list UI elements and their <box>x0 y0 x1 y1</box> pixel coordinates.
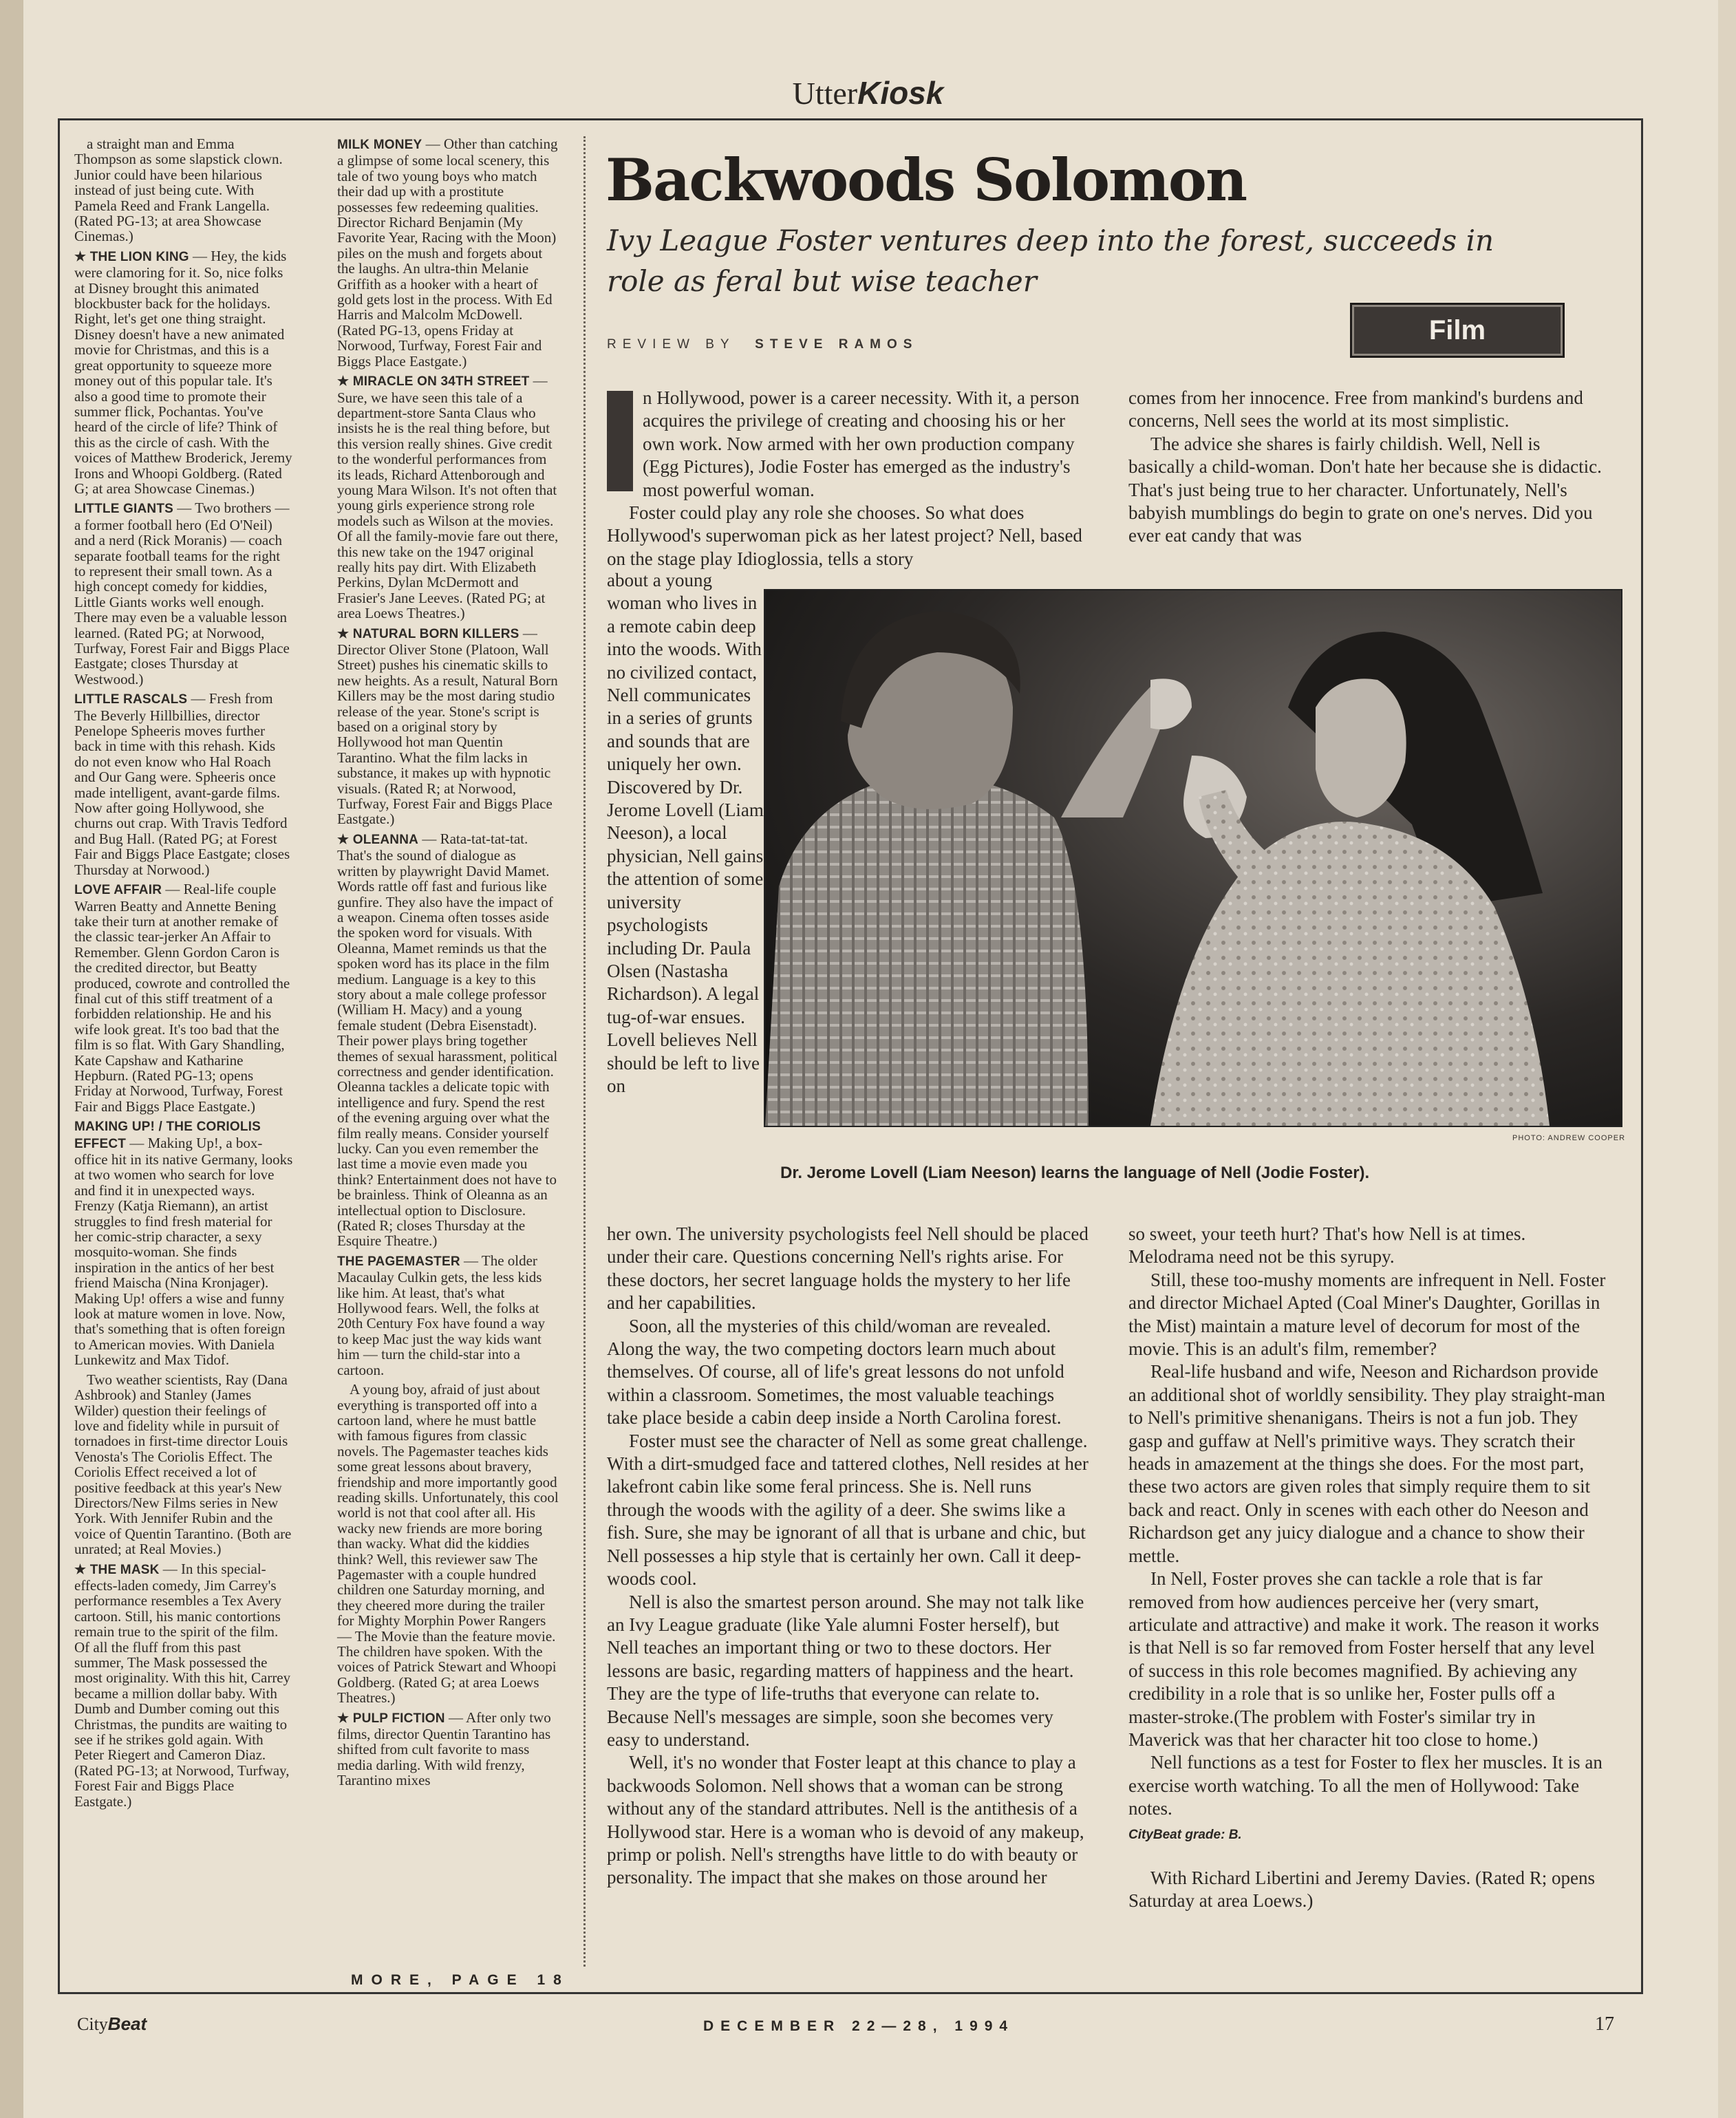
article-col-b-bottom <box>1128 1223 1610 1913</box>
review-grade: CityBeat grade: B. <box>1128 1827 1242 1842</box>
section-masthead <box>0 74 1736 111</box>
listing-title: LITTLE GIANTS <box>74 502 174 517</box>
listing-entry <box>337 625 559 827</box>
drop-cap <box>607 391 633 491</box>
page-binding-edge <box>0 0 23 2118</box>
listing-title: MAKING UP! / THE CORIOLIS EFFECT <box>74 1120 261 1151</box>
article-paragraph: Real-life husband and wife, Neeson and Richardson provide an additional shot of worldly sensibility. They play straight-man to Nell's primitive shenanigans. Theirs is not a fun job. They gasp and guffaw at Nell's primitive ways. They scratch their heads in amazement at the things she does. For the most part, these two actors are given roles that simply require them to sit back and react. Only in scenes with each other do Neeson and Richardson get any juicy dialogue and a chance to show their mettle. <box>1128 1361 1605 1566</box>
photo-credit: PHOTO: ANDREW COOPER <box>1512 1134 1626 1142</box>
listing-entry <box>74 1561 293 1810</box>
article-paragraph: n Hollywood, power is a career necessity. With it, a person acquires the privilege of creating and choosing his or her own work. Now armed with her own production company (Egg Pictures), Jodie Foster has emerged as the industry's most powerful woman. <box>643 387 1080 500</box>
article-paragraph: Nell functions as a test for Foster to flex her muscles. It is an exercise worth watching. To all the men of Hollywood: Take notes. <box>1128 1752 1603 1819</box>
page-number: 17 <box>1595 2013 1614 2035</box>
listing-body: — Sure, we have seen this tale of a department-store Santa Claus who insists he is the real thing before, but this version really shines. Give credit to the wonderful performances from its leads, Richard Attenborough and young Mara Wilson. It's not often that young girls experience strong role models such as Wilson at the movies. Of all the family-movie fare out there, this new take on the 1947 original really hits pay dirt. With Elizabeth Perkins, Dylan McDermott and Frasier's Jane Leeves. (Rated PG; at area Loews Theatres.) <box>337 372 559 622</box>
footer-brand <box>77 2013 147 2035</box>
section-badge: Film <box>1350 303 1565 358</box>
listing-title: THE PAGEMASTER <box>337 1254 460 1269</box>
listing-body: — Two brothers — a former football hero (Ed O'Neil) and a nerd (Rick Moranis) — coach separate football teams for the right to represent their small town. As a high concept comedy for kiddies, Little Giants works well enough. There may even be a valuable lesson learned. (Rated PG; at Norwood, Turfway, Forest Fair and Biggs Place Eastgate; closes Thursday at Westwood.) <box>74 500 290 687</box>
article-paragraph: The advice she shares is fairly childish. Well, Nell is basically a child-woman. Don't hate her because she is didactic. That's just being true to her character. Unfortunately, Nell's babyish mumblings do begin to grate on one's nerves. Did you ever eat candy that was <box>1128 433 1602 546</box>
article-paragraph: In Nell, Foster proves she can tackle a role that is far removed from how audiences perceive her (very smart, articulate and attractive) and make it work. The reason it works is that Nell is so far removed from Foster herself that any level of success in this role becomes magnified. By achieving any credibility in a role that is so unlike her, Foster pulls off a master-stroke.(The problem with Foster's similar try in Maverick was that her character hit too close to home.) <box>1128 1568 1599 1750</box>
article-col-a-narrow <box>607 569 764 1098</box>
listing-title: ★ THE MASK <box>74 1562 160 1577</box>
listing-entry <box>74 881 293 1114</box>
listing-entry <box>337 136 559 369</box>
photo-caption: Dr. Jerome Lovell (Liam Neeson) learns the language of Nell (Jodie Foster). <box>780 1164 1370 1182</box>
byline <box>607 337 918 352</box>
article-headline: Backwoods Solomon <box>606 146 1247 214</box>
article-col-b-top <box>1128 387 1610 548</box>
listing-body: — Fresh from The Beverly Hillbillies, director Penelope Spheeris moves further back in time with this rehash. Kids do not even know who Hal Roach and Our Gang were. Spheeris once made intelligent, avant-garde films. Now after going Hollywood, she churns out crap. With Travis Tedford and Bug Hall. (Rated PG; at Forest Fair and Biggs Place Eastgate; closes Thursday at Norwood.) <box>74 690 290 878</box>
listing-body: — Hey, the kids were clamoring for it. So, nice folks at Disney brought this animated blockbuster back for the holidays. Right, let's get one thing straight. Disney doesn't have a new animated movie for Christmas, and this is a great opportunity to squeeze more money out of this popular tale. It's also a good time to promote their summer flick, Pochantas. You've heard of the circle of life? Think of this as the circle of cash. With the voices of Matthew Broderick, Jeremy Irons and Whoopi Goldberg. (Rated G; at area Showcase Cinemas.) <box>74 247 292 497</box>
article-paragraph: about a young woman who lives in a remote cabin deep into the woods. With no civilized contact, Nell communicates in a series of grunts and sounds that are uniquely her own. Discovered by Dr. Jerome Lovell (Liam Neeson), a local physician, Nell gains the attention of some university psychologists including Dr. Paula Olsen (Nastasha Richardson). A legal tug-of-war ensues. Lovell believes Nell should be left to live on <box>607 570 764 1096</box>
listing-title: ★ MIRACLE ON 34TH STREET <box>337 374 530 389</box>
film-credits: With Richard Libertini and Jeremy Davies. (Rated R; opens Saturday at area Loews.) <box>1128 1867 1595 1912</box>
article-paragraph: Well, it's no wonder that Foster leapt at this chance to play a backwoods Solomon. Nell shows that a woman can be strong without any of the standard attributes. Nell is the antithesis of a Hollywood star. Here is a woman who is devoid of any makeup, primp or polish. Nell's strengths have little to do with beauty or personality. The impact that she makes on those around her <box>607 1752 1084 1888</box>
article-col-a-top <box>607 387 1089 570</box>
listing-title: ★ THE LION KING <box>74 249 189 264</box>
article-paragraph: comes from her innocence. Free from mankind's burdens and concerns, Nell sees the world at its most simplistic. <box>1128 387 1583 431</box>
listings-column-2 <box>337 136 559 1793</box>
listing-body: — In this special-effects-laden comedy, Jim Carrey's performance resembles a Tex Avery cartoon. Still, his manic contortions remain true to the spirit of the film. Of all the fluff from this past summer, The Mask possessed the most originality. With this hit, Carrey became a million dollar baby. With Dumb and Dumber coming out this Christmas, the pundits are waiting to see if he strikes gold again. With Peter Riegert and Cameron Diaz. (Rated PG-13; at Norwood, Turfway, Forest Fair and Biggs Place Eastgate.) <box>74 1560 291 1810</box>
listing-title: ★ PULP FICTION <box>337 1711 445 1726</box>
byline-author: STEVE RAMOS <box>755 337 919 352</box>
listing-entry <box>74 500 293 687</box>
listing-title: LITTLE RASCALS <box>74 692 188 707</box>
listing-title: MILK MONEY <box>337 138 422 152</box>
listing-body: — The older Macaulay Culkin gets, the less kids like him. At least, that's what Hollywood fears. Well, the folks at 20th Century Fox have found a way to keep Mac just the way kids want him — turn the child-star into a cartoon. <box>337 1252 546 1378</box>
listing-entry <box>74 691 293 877</box>
photo-image <box>765 590 1621 1126</box>
article-paragraph: her own. The university psychologists feel Nell should be placed under their care. Questions concerning Nell's rights arise. For these doctors, her secret language holds the mystery to her life and her capabilities. <box>607 1223 1089 1314</box>
masthead-part-2: Kiosk <box>857 75 944 111</box>
listing-entry <box>337 1710 559 1788</box>
listings-column-1 <box>74 136 293 1813</box>
listing-body: a straight man and Emma Thompson as some slapstick clown. Junior could have been hilarious instead of just being cute. With Pamela Reed and Frank Langella. (Rated PG-13; at area Showcase Cinemas.) <box>74 136 283 245</box>
listing-entry <box>337 1382 559 1706</box>
listing-body: — Other than catching a glimpse of some local scenery, this tale of two young boys who match their dad up with a prostitute possesses few redeeming qualities. Director Richard Benjamin (My Favorite Year, Racing with the Moon) piles on the mush and forgets about the laughs. An ultra-thin Melanie Griffith as a hooker with a heart of gold gets lost in the process. With Ed Harris and Malcolm McDowell. (Rated PG-13, opens Friday at Norwood, Turfway, Forest Fair and Biggs Place Eastgate.) <box>337 136 558 370</box>
listing-entry <box>337 373 559 621</box>
masthead-part-1: Utter <box>792 76 858 111</box>
listing-entry <box>74 136 293 244</box>
article-paragraph: Nell is also the smartest person around. She may not talk like an Ivy League graduate (like Yale alumni Foster herself), but Nell teaches an important thing or two to these doctors. Her lessons are basic, regarding matters of happiness and the heart. They are the type of life-truths that everyone can relate to. Because Nell's messages are simple, soon she becomes very easy to understand. <box>607 1591 1084 1750</box>
byline-prefix: REVIEW BY <box>607 337 736 352</box>
listing-title: ★ NATURAL BORN KILLERS <box>337 626 519 641</box>
listing-entry <box>337 831 559 1249</box>
footer-brand-part-2: Beat <box>107 2013 147 2034</box>
article-paragraph: Soon, all the mysteries of this child/woman are revealed. Along the way, the two competing doctors learn much about themselves. Of course, all of life's great lessons do not unfold within a classroom. Sometimes, the most valuable teachings take place beside a cabin deep inside a North Carolina forest. <box>607 1315 1064 1429</box>
article-col-a-bottom <box>607 1223 1089 1890</box>
article-deck: Ivy League Foster ventures deep into the forest, succeeds in role as feral but wise teacher <box>607 224 1494 298</box>
article-paragraph: so sweet, your teeth hurt? That's how Nell is at times. Melodrama need not be this syrupy. <box>1128 1223 1526 1267</box>
column-divider <box>583 136 586 1967</box>
article-paragraph: Foster must see the character of Nell as some great challenge. With a dirt-smudged face and tattered clothes, Nell resides at her lakefront cabin like some feral princess. She is. Nell runs through the woods with the agility of a deer. She swims like a fish. Sure, she may be ignorant of all that is urbane and chic, but Nell possesses a hip style that is certainly her own. Call it deep-woods cool. <box>607 1430 1089 1590</box>
listing-body: A young boy, afraid of just about everything is transported off into a cartoon land, where he must battle with famous figures from classic novels. The Pagemaster teaches kids some great lessons about bravery, friendship and more importantly good reading skills. Unfortunately, this cool world is not that cool after all. His wacky new friends are more boring than wacky. What did the kiddies think? Well, this reviewer saw The Pagemaster with a couple hundred children one Saturday morning, and they cheered more during the trailer for Mighty Morphin Power Rangers — The Movie than the feature movie. The children have spoken. With the voices of Patrick Stewart and Whoopi Goldberg. (Rated G; at area Loews Theatres.) <box>337 1381 559 1707</box>
listing-entry <box>74 1118 293 1368</box>
listing-entry <box>337 1253 559 1378</box>
listing-body: — After only two films, director Quentin Tarantino has shifted from cult favorite to mass media darling. With wild frenzy, Tarantino mixes <box>337 1709 551 1789</box>
listing-title: LOVE AFFAIR <box>74 883 162 898</box>
article-paragraph: Foster could play any role she chooses. So what does Hollywood's superwoman pick as her latest project? Nell, based on the stage play Idioglossia, tells a story <box>607 502 1082 569</box>
continued-note: MORE, PAGE 18 <box>351 1972 570 1988</box>
film-still-photo <box>764 589 1622 1127</box>
listing-title: ★ OLEANNA <box>337 832 419 847</box>
article-paragraph: Still, these too-mushy moments are infrequent in Nell. Foster and director Michael Apted (Coal Miner's Daughter, Gorillas in the Mist) maintain a mature level of decorum for most of the movie. This is an adult's film, remember? <box>1128 1269 1606 1360</box>
listing-body: Two weather scientists, Ray (Dana Ashbrook) and Stanley (James Wilder) question their feelings of love and fidelity while in pursuit of tornadoes in first-time director Louis Venosta's The Coriolis Effect. The Coriolis Effect received a lot of positive feedback at this year's New Directors/New Films series in New York. With Jennifer Rubin and the voice of Quentin Tarantino. (Both are unrated; at Real Movies.) <box>74 1371 292 1558</box>
footer-date: DECEMBER 22—28, 1994 <box>703 2018 1015 2034</box>
listing-body: — Director Oliver Stone (Platoon, Wall Street) pushes his cinematic skills to new heights. As a result, Natural Born Killers may be the most daring studio release of the year. Stone's script is based on a original story by Hollywood hot man Quentin Tarantino. What the film lacks in substance, it makes up with hypnotic visuals. (Rated R; at Norwood, Turfway, Forest Fair and Biggs Place Eastgate.) <box>337 624 558 828</box>
listing-body: — Making Up!, a box-office hit in its native Germany, looks at two women who search for love and find it in unexpected ways. Frenzy (Katja Riemann), an artist struggles to find fresh material for her comic-strip character, a sexy mosquito-woman. She finds inspiration in the antics of her best friend Maischa (Nina Kronjager). Making Up! offers a wise and funny look at mature women in love. Now, that's something that is often foreign to American movies. With Daniela Lunkewitz and Max Tidof. <box>74 1134 293 1369</box>
listing-body: — Rata-tat-tat-tat. That's the sound of dialogue as written by playwright David Mamet. Words rattle off fast and furious like gunfire. They also have the impact of a weapon. Cinema often tosses aside the spoken word for visuals. With Oleanna, Mamet reminds us that the spoken word has its place in the film medium. Language is a key to this story about a male college professor (William H. Macy) and a young female student (Debra Eisenstadt). Their power plays bring together themes of sexual harassment, political correctness and gender identification. Oleanna tackles a delicate topic with intelligence and fury. Spend the rest of the evening arguing over what the film really means. Consider yourself lucky. Can you even remember the last time a movie even made you think? Entertainment does not have to be brainless. Think of Oleanna as an intellectual option to Disclosure. (Rated R; closes Thursday at the Esquire Theatre.) <box>337 830 558 1250</box>
listing-entry <box>74 1372 293 1557</box>
footer-brand-part-1: City <box>77 2014 108 2034</box>
listing-body: — Real-life couple Warren Beatty and Annette Bening take their turn at another remake of the classic tear-jerker An Affair to Remember. Glenn Gordon Caron is the credited director, but Beatty produced, cowrote and controlled the final cut of this stiff treatment of a forbidden relationship. He and his wife look great. It's too bad that the film is so flat. With Gary Shandling, Kate Capshaw and Katharine Hepburn. (Rated PG-13; opens Friday at Norwood, Turfway, Forest Fair and Biggs Place Eastgate.) <box>74 881 290 1115</box>
page-right-edge <box>1718 0 1736 2118</box>
listing-entry <box>74 248 293 497</box>
